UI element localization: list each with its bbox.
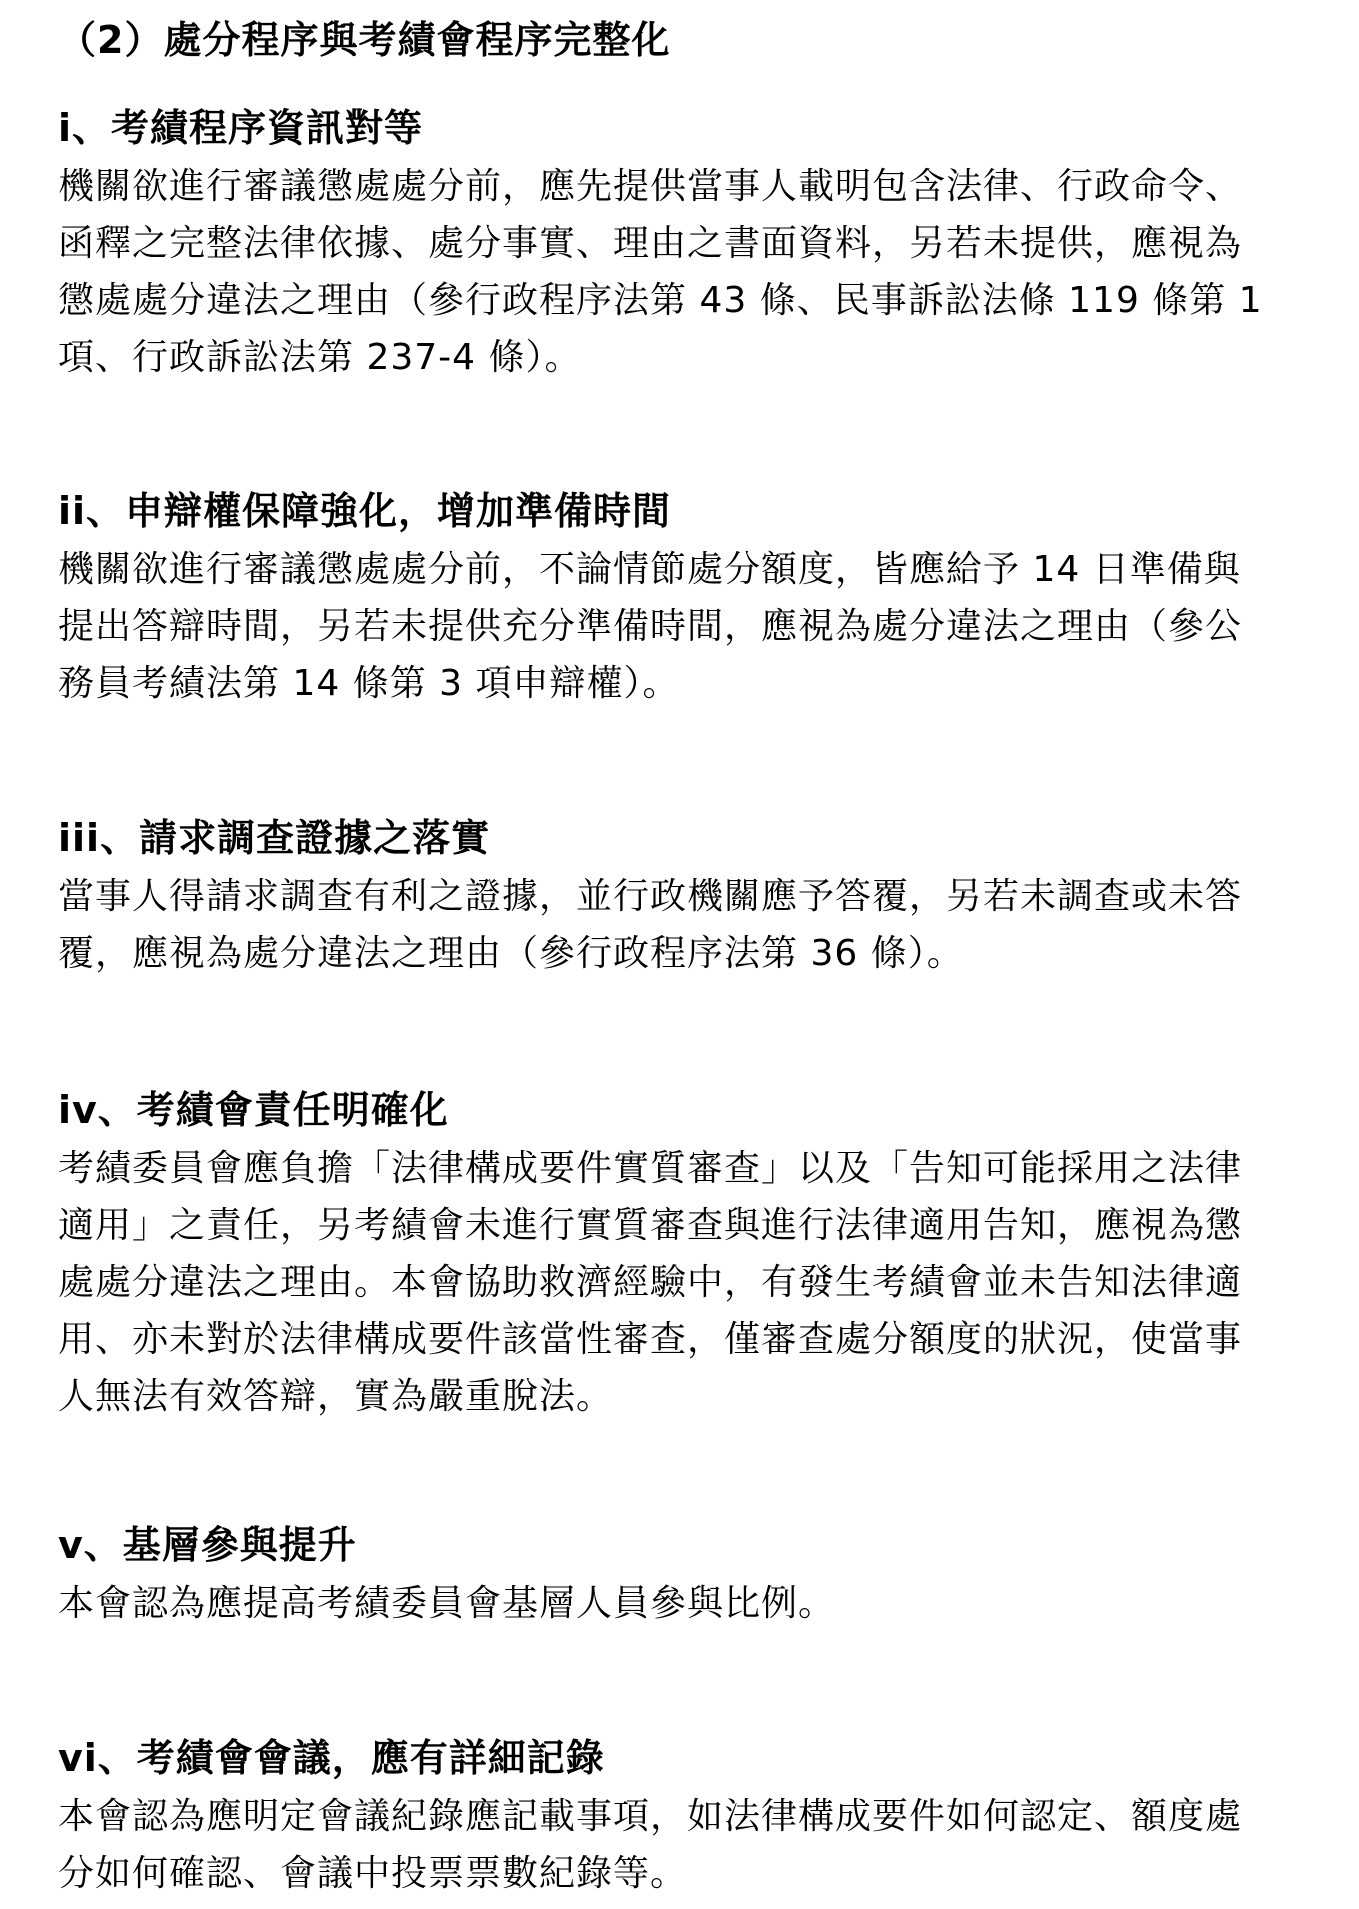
paragraph-line: 本會認為應提高考績委員會基層人員參與比例。 bbox=[58, 1583, 836, 1624]
paragraph-line: 適用」之責任，另考績會未進行實質審查與進行法律適用告知，應視為懲 bbox=[58, 1205, 1243, 1246]
paragraph-line: 處處分違法之理由。本會協助救濟經驗中，有發生考績會並未告知法律適 bbox=[58, 1262, 1243, 1303]
paragraph-line: 項、行政訴訟法第 237-4 條）。 bbox=[58, 337, 582, 378]
section-title: vi、考績會會議，應有詳細記錄 bbox=[58, 1736, 605, 1780]
section-title: ii、申辯權保障強化，增加準備時間 bbox=[58, 489, 672, 533]
section-info-equality bbox=[58, 100, 1318, 386]
paragraph-line: 分如何確認、會議中投票票數紀錄等。 bbox=[58, 1853, 688, 1894]
paragraph-line: 考績委員會應負擔「法律構成要件實質審查」以及「告知可能採用之法律 bbox=[58, 1148, 1243, 1189]
section-defense-rights bbox=[58, 483, 1318, 712]
paragraph-line: 機關欲進行審議懲處處分前，不論情節處分額度，皆應給予 14 日準備與 bbox=[58, 549, 1241, 590]
main-heading: （2）處分程序與考績會程序完整化 bbox=[58, 18, 671, 62]
section-title: iv、考績會責任明確化 bbox=[58, 1088, 449, 1132]
paragraph-line: 函釋之完整法律依據、處分事實、理由之書面資料，另若未提供，應視為 bbox=[58, 223, 1243, 264]
section-committee-responsibility bbox=[58, 1082, 1318, 1425]
section-grassroots-participation bbox=[58, 1517, 1318, 1632]
paragraph-line: 懲處處分違法之理由（參行政程序法第 43 條、民事訴訟法條 119 條第 1 bbox=[58, 280, 1263, 321]
section-meeting-records bbox=[58, 1730, 1318, 1902]
section-title: iii、請求調查證據之落實 bbox=[58, 816, 491, 860]
paragraph-line: 人無法有效答辯，實為嚴重脫法。 bbox=[58, 1376, 614, 1417]
paragraph-line: 機關欲進行審議懲處處分前，應先提供當事人載明包含法律、行政命令、 bbox=[58, 166, 1243, 207]
paragraph-line: 覆，應視為處分違法之理由（參行政程序法第 36 條）。 bbox=[58, 933, 964, 974]
paragraph-line: 提出答辯時間，另若未提供充分準備時間，應視為處分違法之理由（參公 bbox=[58, 606, 1243, 647]
paragraph-line: 務員考績法第 14 條第 3 項申辯權）。 bbox=[58, 663, 680, 704]
section-evidence-request bbox=[58, 810, 1318, 982]
paragraph-line: 用、亦未對於法律構成要件該當性審查，僅審查處分額度的狀況，使當事 bbox=[58, 1319, 1243, 1360]
section-title: i、考績程序資訊對等 bbox=[58, 106, 424, 150]
section-title: v、基層參與提升 bbox=[58, 1523, 357, 1567]
paragraph-line: 本會認為應明定會議紀錄應記載事項，如法律構成要件如何認定、額度處 bbox=[58, 1796, 1243, 1837]
paragraph-line: 當事人得請求調查有利之證據，並行政機關應予答覆，另若未調查或未答 bbox=[58, 876, 1243, 917]
